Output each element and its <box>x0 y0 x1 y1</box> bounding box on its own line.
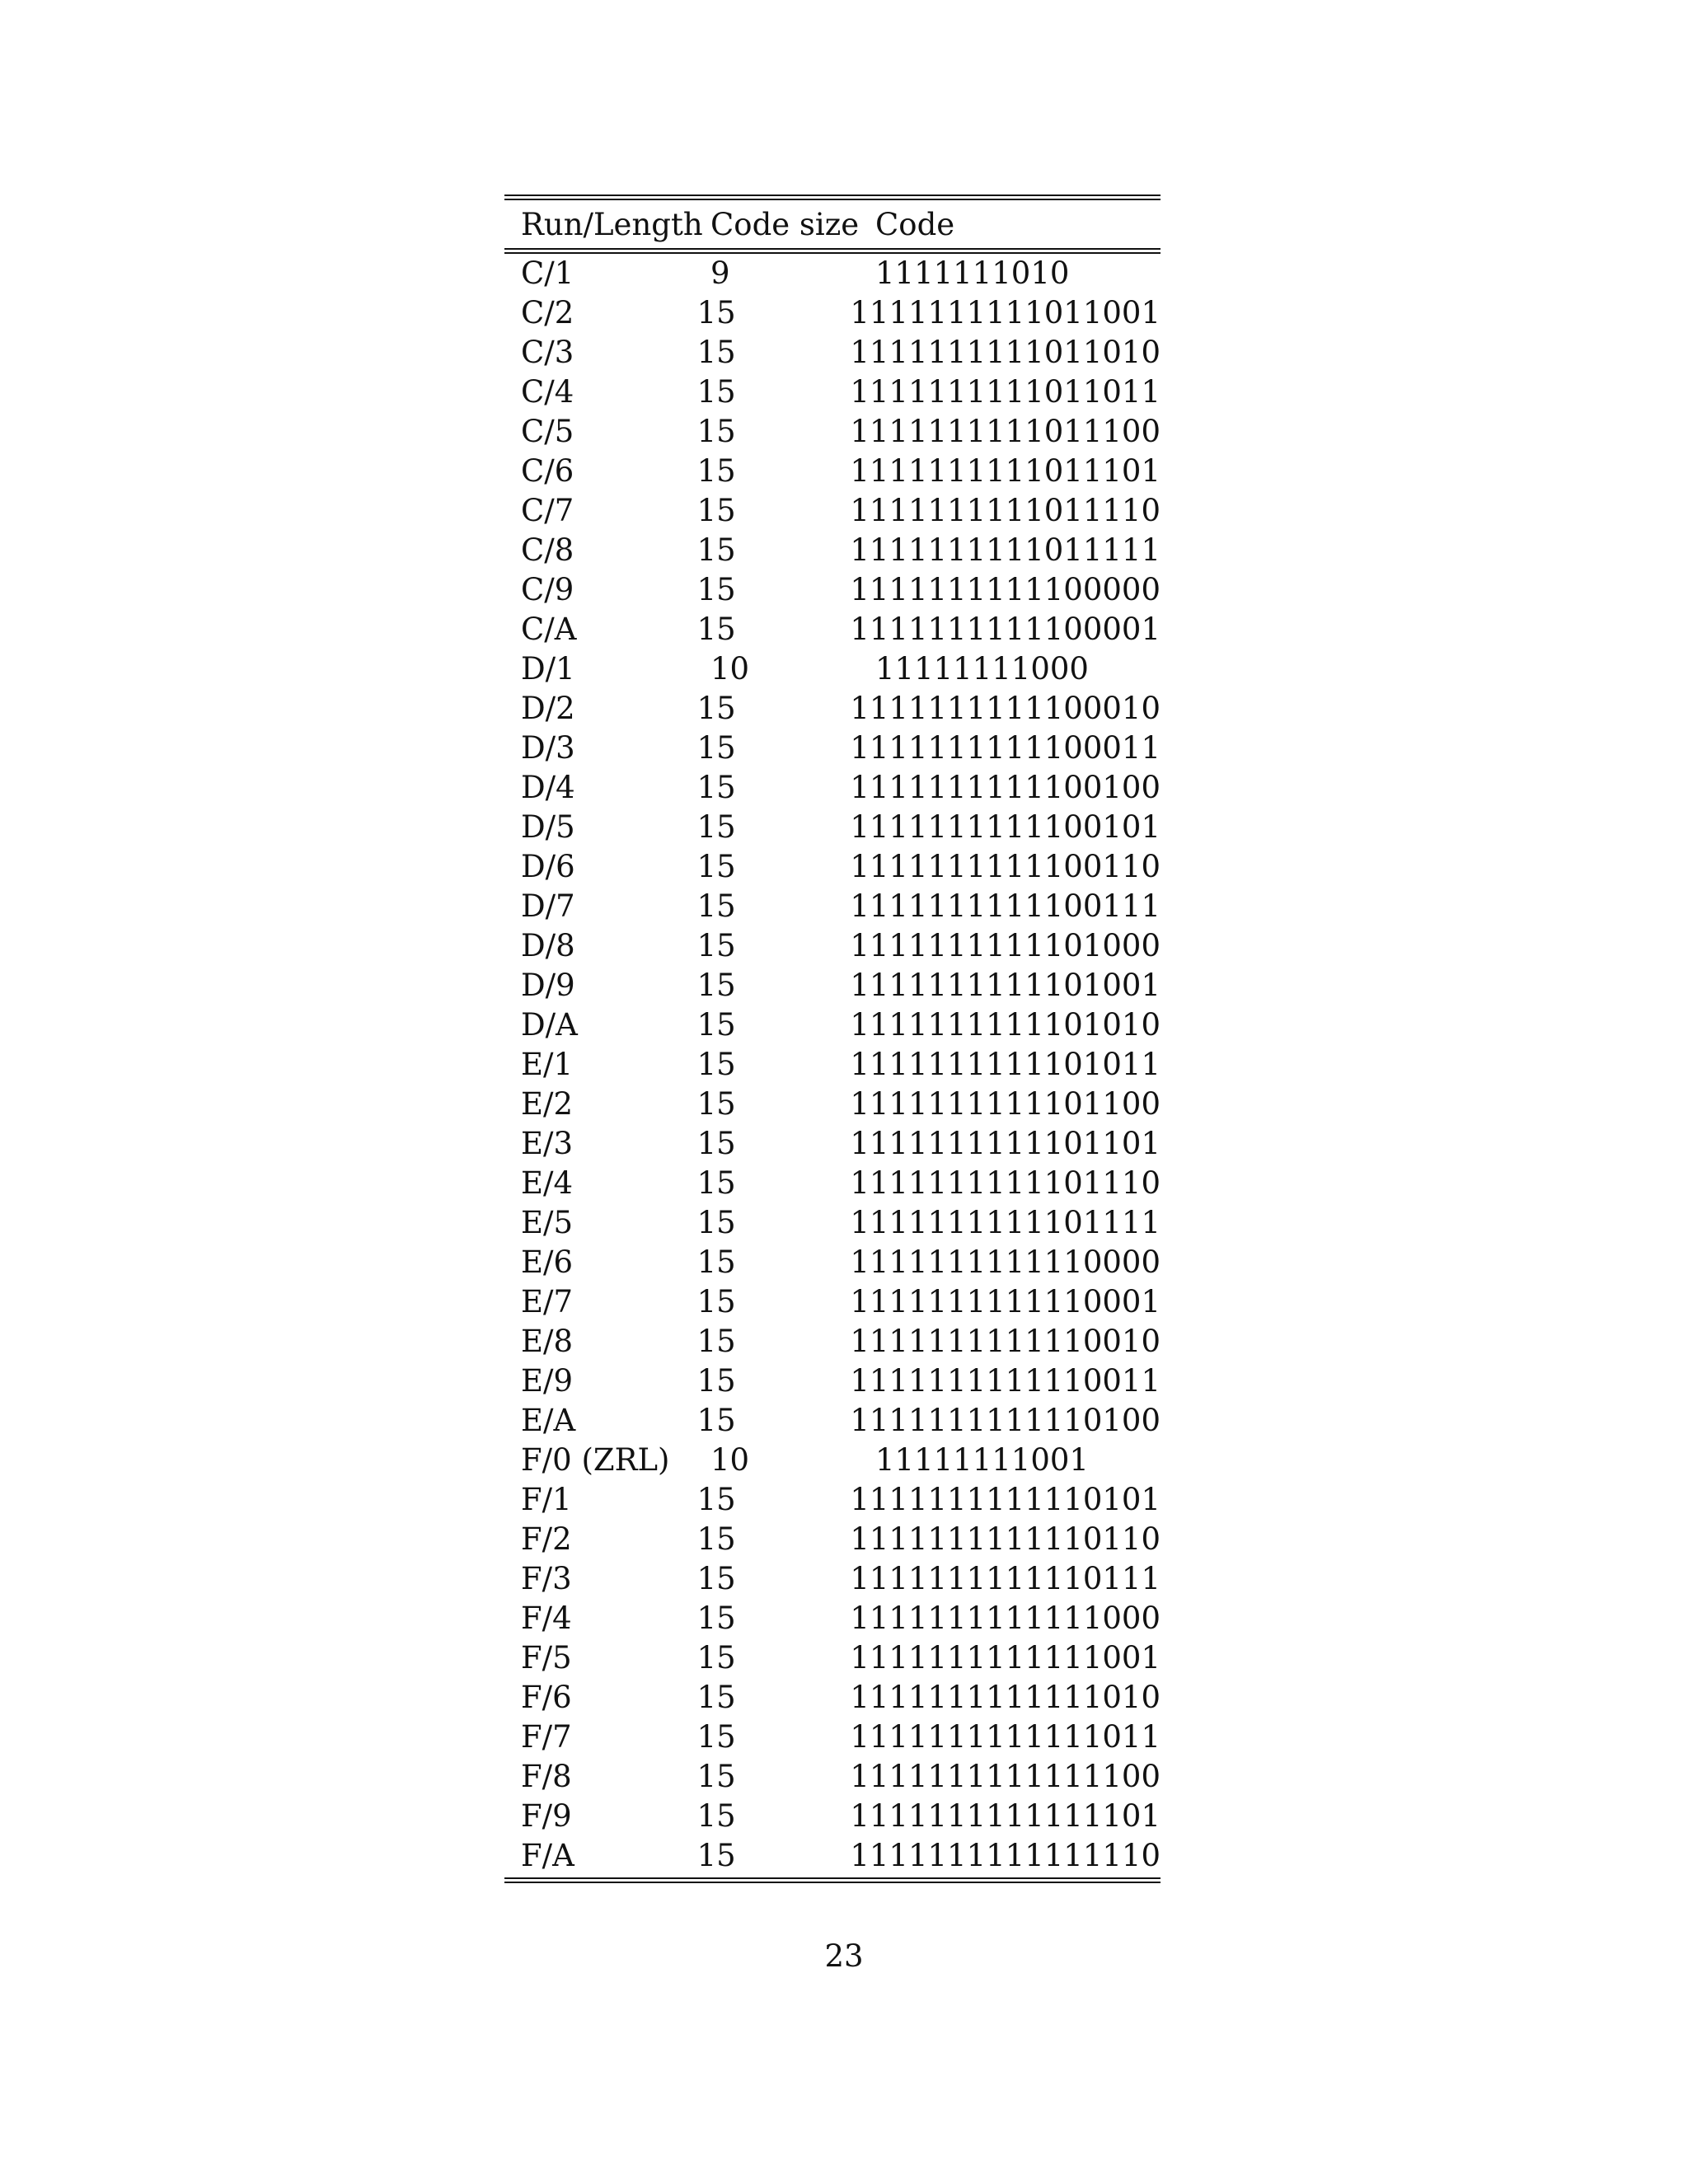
cell-code-size: 15 <box>696 1798 736 1834</box>
table-row <box>504 491 1160 531</box>
cell-code: 1111111111100101 <box>850 809 1160 845</box>
cell-code: 1111111111111100 <box>850 1759 1160 1794</box>
cell-run-length: C/3 <box>521 335 574 370</box>
cell-code-size: 10 <box>710 651 750 687</box>
cell-run-length: F/4 <box>521 1601 572 1636</box>
cell-code-size: 15 <box>696 1205 736 1240</box>
cell-code: 1111111111111001 <box>850 1640 1160 1675</box>
cell-code-size: 15 <box>696 532 736 568</box>
cell-code-size: 15 <box>696 1759 736 1794</box>
table-row <box>504 1520 1160 1559</box>
cell-code-size: 15 <box>696 374 736 410</box>
table-row <box>504 1599 1160 1638</box>
cell-code-size: 10 <box>710 1442 750 1478</box>
cell-run-length: D/2 <box>521 691 575 726</box>
cell-run-length: D/1 <box>521 651 575 687</box>
cell-code: 1111111111100010 <box>850 691 1160 726</box>
table-row <box>504 847 1160 887</box>
cell-run-length: C/1 <box>521 255 574 291</box>
table-row <box>504 1638 1160 1678</box>
cell-code-size: 15 <box>696 1165 736 1201</box>
cell-code-size: 15 <box>696 770 736 805</box>
cell-run-length: C/9 <box>521 572 574 607</box>
table-row <box>504 1480 1160 1520</box>
table-row <box>504 966 1160 1005</box>
table-bottom-rule <box>504 1877 1160 1883</box>
cell-run-length: E/7 <box>521 1284 574 1319</box>
cell-run-length: D/7 <box>521 888 575 924</box>
cell-code: 1111111111100001 <box>850 612 1160 647</box>
cell-code: 1111111111100011 <box>850 730 1160 766</box>
cell-code-size: 15 <box>696 335 736 370</box>
cell-code-size: 15 <box>696 849 736 884</box>
cell-run-length: C/4 <box>521 374 574 410</box>
cell-code-size: 15 <box>696 888 736 924</box>
cell-code: 1111111010 <box>875 255 1070 291</box>
cell-code: 1111111111111110 <box>850 1838 1160 1873</box>
page-number: 23 <box>824 1938 864 1974</box>
table-row <box>504 1203 1160 1243</box>
cell-code: 1111111111110100 <box>850 1403 1160 1438</box>
cell-run-length: E/1 <box>521 1047 574 1082</box>
cell-run-length: C/7 <box>521 493 574 528</box>
cell-code-size: 15 <box>696 1561 736 1596</box>
table-row <box>504 729 1160 768</box>
cell-run-length: F/8 <box>521 1759 572 1794</box>
cell-run-length: E/6 <box>521 1244 574 1280</box>
cell-run-length: F/0 (ZRL) <box>521 1442 670 1478</box>
table-row <box>504 887 1160 926</box>
cell-code-size: 15 <box>696 1838 736 1873</box>
cell-run-length: F/2 <box>521 1521 572 1557</box>
table-top-rule <box>504 194 1160 200</box>
table-header-rule <box>504 248 1160 254</box>
cell-run-length: F/7 <box>521 1719 572 1755</box>
table-row <box>504 1085 1160 1124</box>
cell-run-length: F/A <box>521 1838 574 1873</box>
cell-code: 1111111111110111 <box>850 1561 1160 1596</box>
cell-run-length: F/5 <box>521 1640 572 1675</box>
cell-code: 1111111111101010 <box>850 1007 1160 1043</box>
table-row <box>504 1124 1160 1164</box>
table-row <box>504 1836 1160 1876</box>
table-header-row <box>504 200 1160 248</box>
cell-code-size: 15 <box>696 1482 736 1517</box>
table-row <box>504 1441 1160 1480</box>
cell-code: 1111111111111010 <box>850 1680 1160 1715</box>
cell-run-length: E/4 <box>521 1165 574 1201</box>
cell-code: 1111111111101001 <box>850 968 1160 1003</box>
cell-code: 1111111111011111 <box>850 532 1160 568</box>
cell-run-length: D/8 <box>521 928 575 963</box>
cell-code-size: 15 <box>696 295 736 330</box>
cell-code: 1111111111011100 <box>850 414 1160 449</box>
table-row <box>504 293 1160 333</box>
table-row <box>504 808 1160 847</box>
table-row <box>504 1361 1160 1401</box>
cell-code-size: 15 <box>696 414 736 449</box>
cell-code-size: 15 <box>696 493 736 528</box>
cell-code-size: 15 <box>696 1719 736 1755</box>
cell-code: 1111111111100000 <box>850 572 1160 607</box>
cell-code-size: 15 <box>696 968 736 1003</box>
cell-run-length: D/6 <box>521 849 575 884</box>
table-row <box>504 1282 1160 1322</box>
cell-code-size: 15 <box>696 928 736 963</box>
table-row <box>504 1678 1160 1718</box>
cell-run-length: C/8 <box>521 532 574 568</box>
cell-run-length: E/9 <box>521 1363 574 1399</box>
cell-run-length: F/6 <box>521 1680 572 1715</box>
huffman-code-table <box>504 194 1160 1883</box>
cell-code: 1111111111011010 <box>850 335 1160 370</box>
cell-code: 1111111111110101 <box>850 1482 1160 1517</box>
table-row <box>504 1322 1160 1361</box>
cell-code-size: 15 <box>696 453 736 489</box>
table-row <box>504 926 1160 966</box>
cell-run-length: F/3 <box>521 1561 572 1596</box>
cell-code-size: 15 <box>696 1363 736 1399</box>
cell-run-length: E/2 <box>521 1086 574 1122</box>
cell-code: 1111111111100111 <box>850 888 1160 924</box>
cell-code: 1111111111101100 <box>850 1086 1160 1122</box>
cell-code-size: 15 <box>696 691 736 726</box>
table-row <box>504 768 1160 808</box>
cell-code: 1111111111110001 <box>850 1284 1160 1319</box>
cell-run-length: C/6 <box>521 453 574 489</box>
table-row <box>504 412 1160 452</box>
cell-run-length: D/3 <box>521 730 575 766</box>
cell-run-length: E/3 <box>521 1126 574 1161</box>
header-run-length: Run/Length <box>521 207 703 242</box>
cell-code: 1111111111101111 <box>850 1205 1160 1240</box>
cell-run-length: F/9 <box>521 1798 572 1834</box>
table-row <box>504 373 1160 412</box>
cell-code-size: 15 <box>696 1640 736 1675</box>
table-row <box>504 649 1160 689</box>
table-body <box>504 254 1160 1877</box>
cell-code: 1111111111011001 <box>850 295 1160 330</box>
table-row <box>504 1559 1160 1599</box>
table-row <box>504 254 1160 293</box>
cell-code: 1111111111111011 <box>850 1719 1160 1755</box>
cell-code-size: 15 <box>696 1521 736 1557</box>
cell-run-length: E/5 <box>521 1205 574 1240</box>
cell-code-size: 15 <box>696 1086 736 1122</box>
table-row <box>504 1045 1160 1085</box>
cell-code-size: 15 <box>696 1601 736 1636</box>
cell-code-size: 15 <box>696 1244 736 1280</box>
cell-code: 1111111111101110 <box>850 1165 1160 1201</box>
table-row <box>504 1757 1160 1797</box>
cell-run-length: D/A <box>521 1007 578 1043</box>
table-row <box>504 1005 1160 1045</box>
cell-run-length: C/2 <box>521 295 574 330</box>
table-row <box>504 1797 1160 1836</box>
cell-code-size: 15 <box>696 1047 736 1082</box>
header-code-size: Code size <box>710 207 860 242</box>
cell-code-size: 15 <box>696 1126 736 1161</box>
cell-code-size: 15 <box>696 1403 736 1438</box>
cell-code-size: 15 <box>696 1324 736 1359</box>
cell-code: 11111111001 <box>875 1442 1089 1478</box>
cell-code: 1111111111011011 <box>850 374 1160 410</box>
cell-run-length: D/5 <box>521 809 575 845</box>
cell-run-length: E/A <box>521 1403 576 1438</box>
cell-run-length: D/9 <box>521 968 575 1003</box>
cell-code-size: 15 <box>696 612 736 647</box>
cell-code: 1111111111011110 <box>850 493 1160 528</box>
cell-code: 1111111111101101 <box>850 1126 1160 1161</box>
cell-run-length: C/5 <box>521 414 574 449</box>
cell-code-size: 9 <box>710 255 730 291</box>
cell-code: 11111111000 <box>875 651 1089 687</box>
cell-code-size: 15 <box>696 572 736 607</box>
cell-code: 1111111111110110 <box>850 1521 1160 1557</box>
table-row <box>504 1401 1160 1441</box>
cell-code: 1111111111111000 <box>850 1601 1160 1636</box>
table-row <box>504 531 1160 570</box>
cell-code: 1111111111110010 <box>850 1324 1160 1359</box>
cell-run-length: C/A <box>521 612 577 647</box>
table-row <box>504 610 1160 649</box>
cell-code-size: 15 <box>696 1284 736 1319</box>
cell-run-length: E/8 <box>521 1324 574 1359</box>
cell-code-size: 15 <box>696 730 736 766</box>
table-row <box>504 1718 1160 1757</box>
table-row <box>504 570 1160 610</box>
cell-code-size: 15 <box>696 809 736 845</box>
cell-code: 1111111111011101 <box>850 453 1160 489</box>
table-row <box>504 452 1160 491</box>
cell-code: 1111111111110011 <box>850 1363 1160 1399</box>
header-code: Code <box>875 207 955 242</box>
cell-run-length: D/4 <box>521 770 575 805</box>
table-row <box>504 1164 1160 1203</box>
cell-code-size: 15 <box>696 1007 736 1043</box>
cell-code: 1111111111101011 <box>850 1047 1160 1082</box>
cell-code: 1111111111101000 <box>850 928 1160 963</box>
table-row <box>504 689 1160 729</box>
cell-run-length: F/1 <box>521 1482 572 1517</box>
table-row <box>504 1243 1160 1282</box>
cell-code-size: 15 <box>696 1680 736 1715</box>
cell-code: 1111111111111101 <box>850 1798 1160 1834</box>
table-row <box>504 333 1160 373</box>
cell-code: 1111111111100100 <box>850 770 1160 805</box>
cell-code: 1111111111100110 <box>850 849 1160 884</box>
cell-code: 1111111111110000 <box>850 1244 1160 1280</box>
